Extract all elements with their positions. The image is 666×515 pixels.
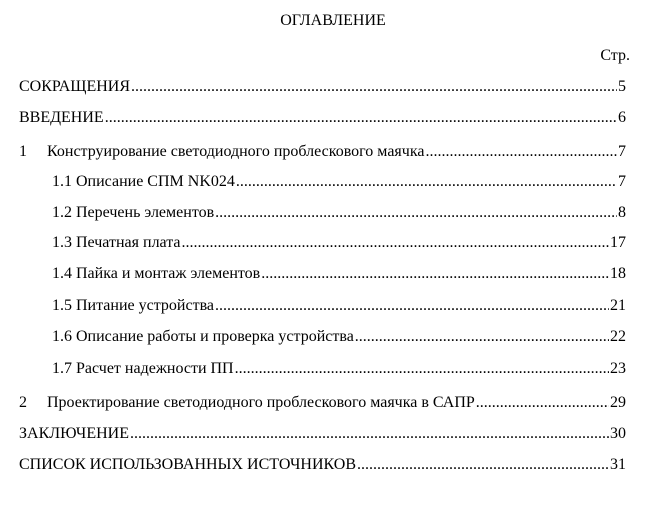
toc-entry-page: 30	[610, 425, 626, 442]
toc-entry-section-1-7[interactable]	[52, 359, 626, 379]
toc-leader-dots	[235, 359, 609, 379]
toc-leader-dots	[215, 203, 617, 223]
toc-entry-page: 18	[610, 265, 626, 282]
toc-entry-text: 1.5 Питание устройства	[52, 297, 215, 314]
toc-entry-section-1-3[interactable]	[52, 233, 626, 253]
toc-entry-section-1-4[interactable]	[52, 264, 626, 284]
toc-entry-section-1-1[interactable]	[52, 172, 626, 192]
toc-leader-dots	[130, 424, 609, 444]
toc-entry-introduction[interactable]	[19, 108, 626, 128]
toc-leader-dots	[355, 327, 609, 347]
toc-entry-section-1-5[interactable]	[52, 296, 626, 316]
toc-entry-abbreviations[interactable]	[19, 77, 626, 97]
toc-entry-text: 1.7 Расчет надежности ПП	[52, 360, 234, 377]
toc-entry-page: 7	[618, 143, 626, 160]
toc-leader-dots	[215, 296, 609, 316]
toc-entry-chapter-2[interactable]	[19, 393, 626, 413]
toc-entry-page: 29	[610, 394, 626, 411]
toc-entry-references[interactable]	[19, 455, 626, 475]
toc-leader-dots	[261, 264, 609, 284]
toc-entry-number: 2	[19, 394, 27, 411]
toc-title: ОГЛАВЛЕНИЕ	[280, 12, 386, 29]
toc-entry-page: 23	[610, 360, 626, 377]
toc-entry-page: 6	[618, 109, 626, 126]
toc-leader-dots	[476, 393, 609, 413]
toc-entry-page: 31	[610, 456, 626, 473]
toc-leader-dots	[182, 233, 609, 253]
toc-leader-dots	[236, 172, 617, 192]
toc-leader-dots	[357, 455, 609, 475]
page-column-label: Стр.	[600, 47, 630, 64]
toc-entry-page: 5	[618, 78, 626, 95]
toc-entry-section-1-6[interactable]	[52, 327, 626, 347]
toc-entry-chapter-1[interactable]	[19, 142, 626, 162]
toc-entry-section-1-2[interactable]	[52, 203, 626, 223]
toc-entry-page: 21	[610, 297, 626, 314]
toc-entry-conclusion[interactable]	[19, 424, 626, 444]
toc-entry-page: 22	[610, 328, 626, 345]
toc-entry-page: 8	[618, 204, 626, 221]
toc-entry-text: Проектирование светодиодного проблескового маячка в САПР	[47, 394, 475, 411]
toc-entry-text: 1.2 Перечень элементов	[52, 204, 215, 221]
toc-entry-text: СОКРАЩЕНИЯ	[19, 78, 130, 95]
toc-entry-page: 7	[618, 173, 626, 190]
toc-entry-page: 17	[610, 234, 626, 251]
toc-leader-dots	[131, 77, 617, 97]
toc-entry-text: СПИСОК ИСПОЛЬЗОВАННЫХ ИСТОЧНИКОВ	[19, 456, 357, 473]
toc-leader-dots	[425, 142, 617, 162]
toc-entry-text: 1.3 Печатная плата	[52, 234, 181, 251]
toc-entry-text: ЗАКЛЮЧЕНИЕ	[19, 425, 129, 442]
toc-entry-text: 1.4 Пайка и монтаж элементов	[52, 265, 261, 282]
toc-entry-number: 1	[19, 143, 27, 160]
toc-entry-text: ВВЕДЕНИЕ	[19, 109, 104, 126]
toc-leader-dots	[105, 108, 617, 128]
toc-entry-text: 1.6 Описание работы и проверка устройства	[52, 328, 354, 345]
toc-entry-text: 1.1 Описание СПМ NK024	[52, 173, 235, 190]
toc-entry-text: Конструирование светодиодного проблескового маячка	[47, 143, 425, 160]
